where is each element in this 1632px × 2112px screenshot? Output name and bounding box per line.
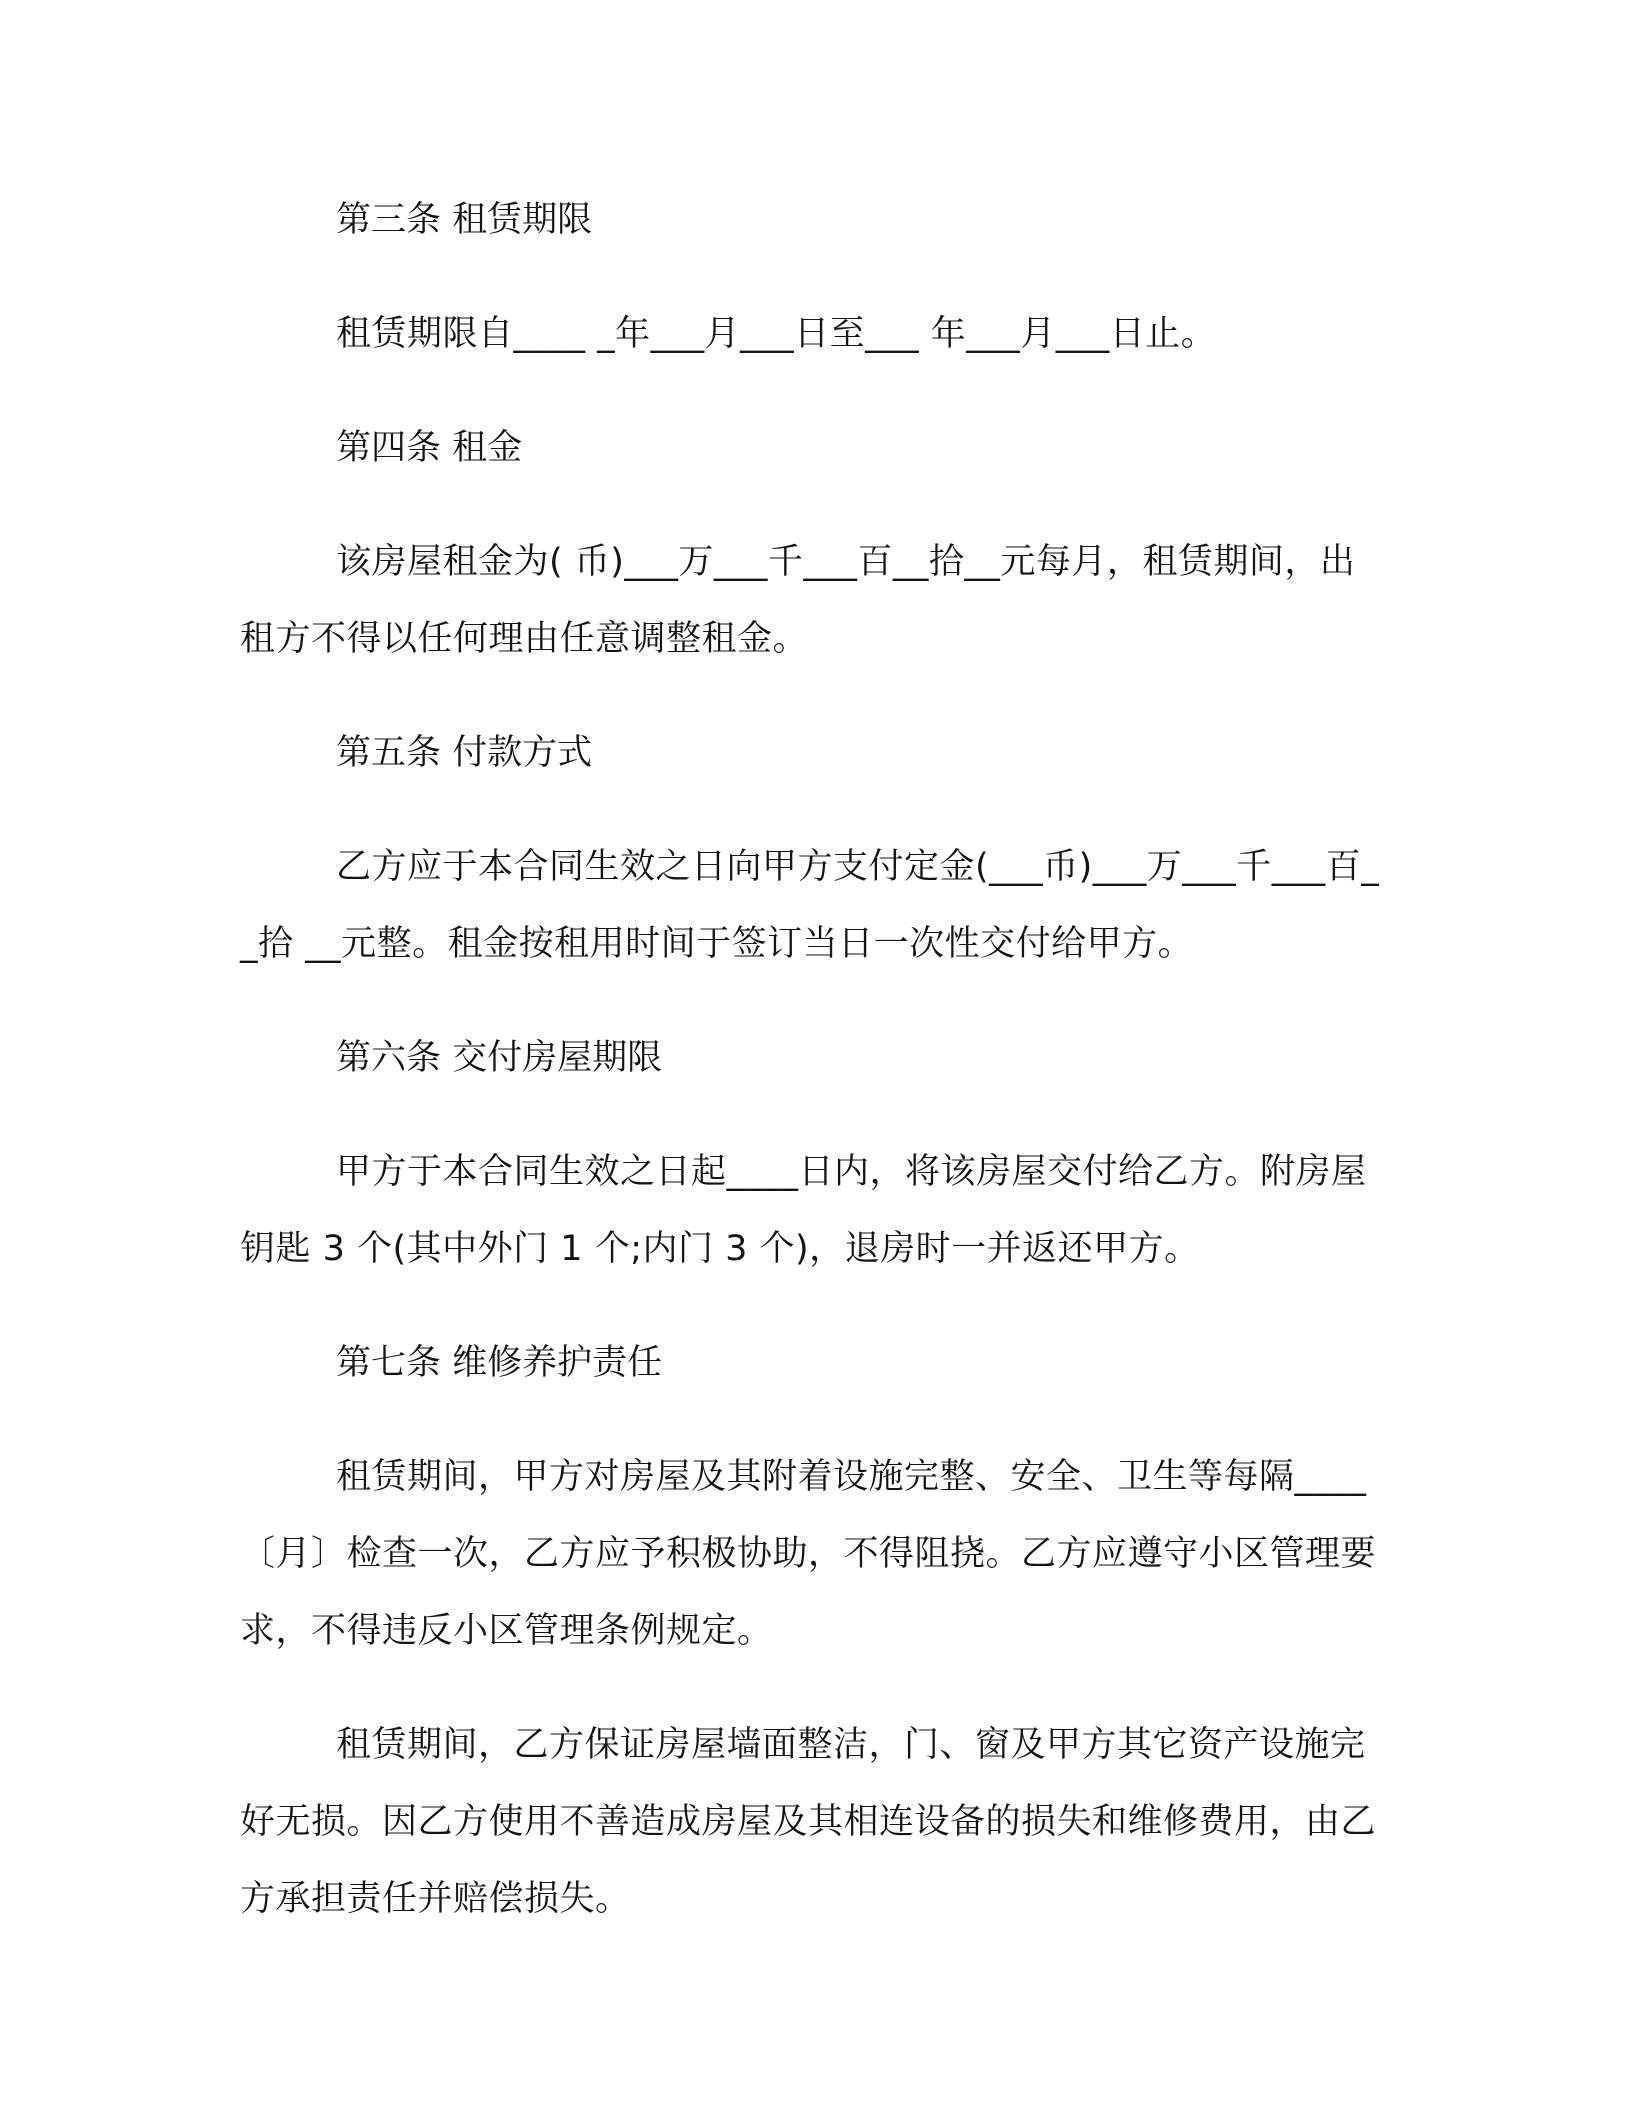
- article-3-text: 租赁期限自____ _年___月___日至___ 年___月___日止。: [336, 314, 1217, 354]
- article-5-text: 乙方应于本合同生效之日向甲方支付定金(___币)___万___千___百__拾 __元整。租金按租用时间于签订当日一次性交付给甲方。: [240, 847, 1380, 964]
- article-6-text: 甲方于本合同生效之日起____日内，将该房屋交付给乙方。附房屋钥匙 3 个(其中外门 1 个;内门 3 个)，退房时一并返还甲方。: [240, 1152, 1367, 1269]
- article-7-text-1: 租赁期间，甲方对房屋及其附着设施完整、安全、卫生等每隔____〔月〕检查一次，乙方应予积极协助，不得阻挠。乙方应遵守小区管理要求，不得违反小区管理条例规定。: [240, 1457, 1377, 1651]
- document-body: [240, 182, 1385, 1975]
- article-5-heading: 第五条 付款方式: [336, 733, 593, 773]
- article-7-heading: 第七条 维修养护责任: [336, 1343, 663, 1383]
- article-7-text-2: 租赁期间，乙方保证房屋墙面整洁，门、窗及甲方其它资产设施完好无损。因乙方使用不善造成房屋及其相连设备的损失和维修费用，由乙方承担责任并赔偿损失。: [240, 1725, 1377, 1919]
- article-6-heading: 第六条 交付房屋期限: [336, 1038, 663, 1078]
- article-4-text: 该房屋租金为( 币)___万___千___百__拾__元每月，租赁期间，出租方不得以任何理由任意调整租金。: [240, 542, 1356, 659]
- article-3-heading: 第三条 租赁期限: [336, 200, 593, 240]
- article-4-heading: 第四条 租金: [336, 428, 523, 468]
